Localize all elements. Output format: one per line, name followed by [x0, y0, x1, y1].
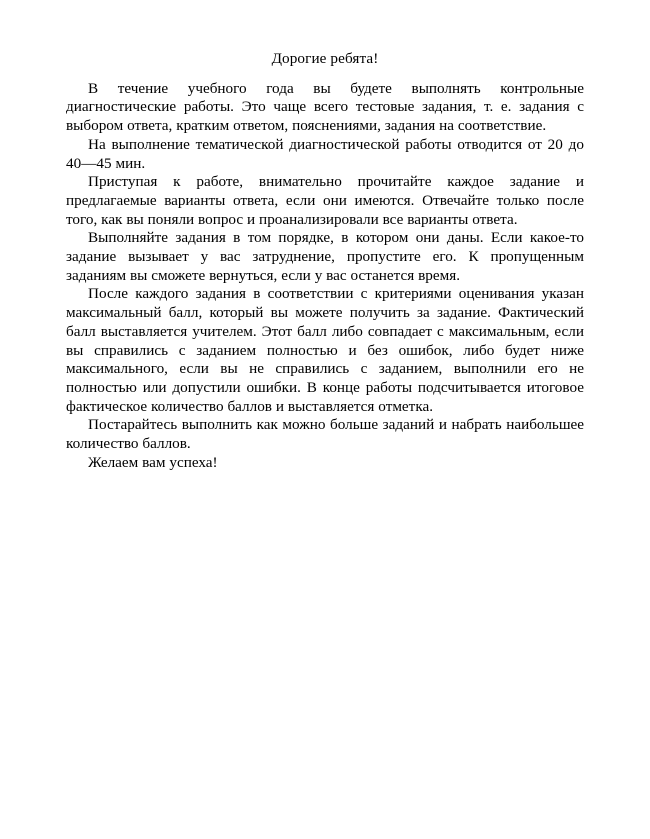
paragraph: Выполняйте задания в том порядке, в котором они даны. Если какое-то задание вызывает у вас затруднение, пропустите его. К пропущенным заданиям вы сможете вернуться, если у вас останется время. — [66, 229, 584, 284]
paragraph: Приступая к работе, внимательно прочитайте каждое задание и предлагаемые варианты ответа, если они имеются. Отвечайте только после того, как вы поняли вопрос и проанализировали все варианты ответа. — [66, 173, 584, 228]
text-column — [66, 50, 584, 472]
paragraph: В течение учебного года вы будете выполнять контрольные диагностические работы. Это чаще всего тестовые задания, т. е. задания с выбором ответа, кратким ответом, пояснениями, задания на соответствие. — [66, 79, 584, 135]
paragraph: После каждого задания в соответствии с критериями оценивания указан максимальный балл, который вы можете получить за задание. Фактический балл выставляется учителем. Этот балл либо совпадает с максимальным, если вы справились с заданием полностью и без ошибок, либо будет ниже максимального, если вы не справились с заданием, выполнили его не полностью или допустили ошибки. В конце работы подсчитывается итоговое фактическое количество баллов и выставляется отметка. — [66, 285, 584, 415]
paragraph: Постарайтесь выполнить как можно больше заданий и набрать наибольшее количество баллов. — [66, 416, 584, 453]
paragraph: На выполнение тематической диагностической работы отводится от 20 до 40—45 мин. — [66, 135, 584, 172]
closing-line: Желаем вам успеха! — [88, 453, 218, 471]
page-title: Дорогие ребята! — [271, 50, 379, 67]
